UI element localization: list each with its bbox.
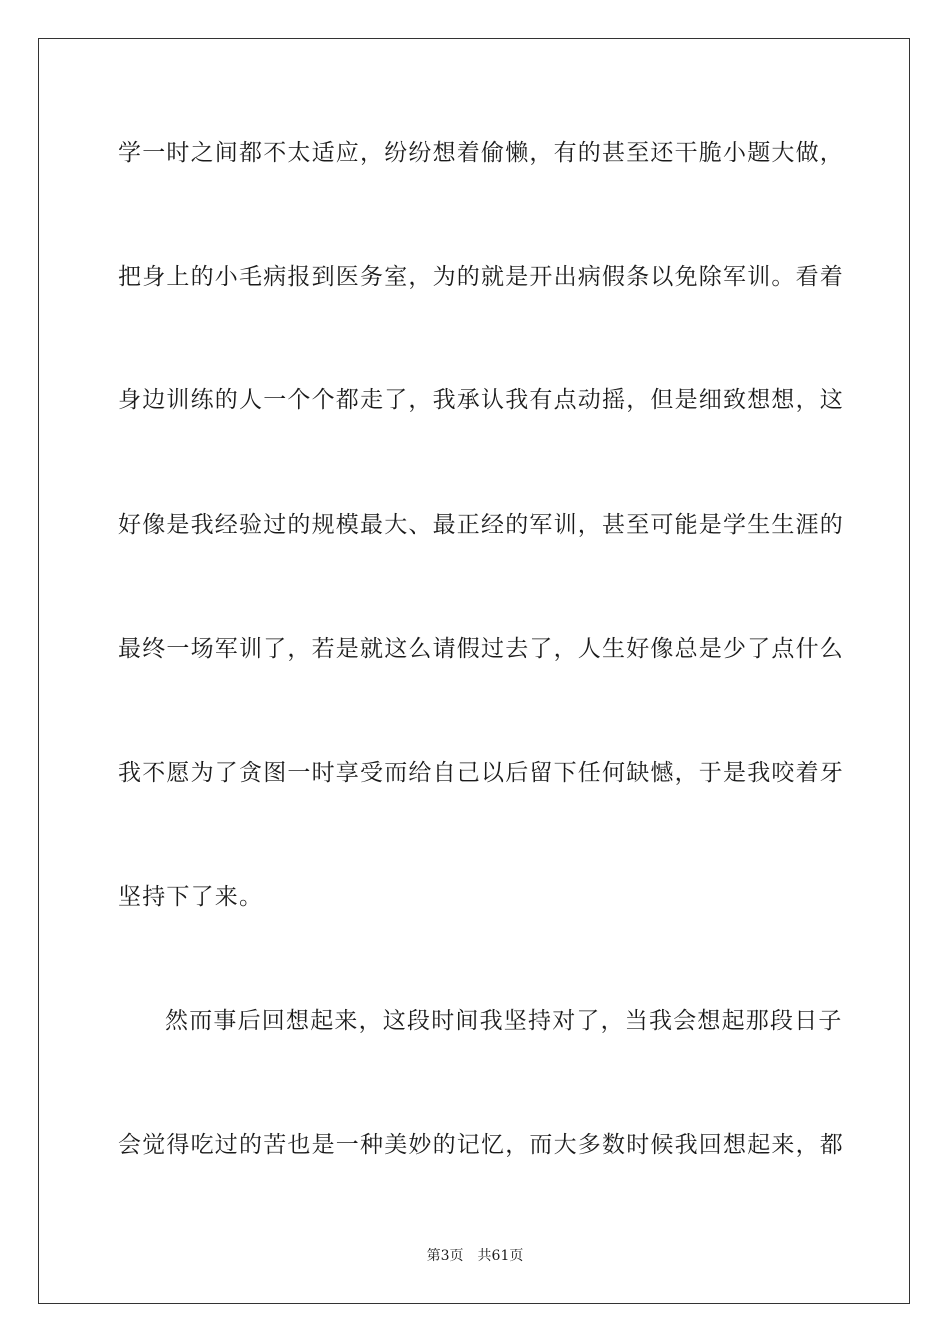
page-border: [38, 38, 910, 1304]
page-footer: [0, 1246, 950, 1266]
page-total: 共61页: [477, 1248, 524, 1264]
page-number: 第3页: [426, 1248, 464, 1264]
text-line: 我不愿为了贪图一时享受而给自己以后留下任何缺憾，于是我咬着牙: [118, 760, 844, 786]
text-line: 最终一场军训了，若是就这么请假过去了，人生好像总是少了点什么: [118, 636, 844, 662]
text-line: 把身上的小毛病报到医务室，为的就是开出病假条以免除军训。看着: [118, 264, 844, 290]
text-line: 学一时之间都不太适应，纷纷想着偷懒，有的甚至还干脆小题大做，: [118, 140, 844, 166]
text-line: 坚持下了来。: [118, 884, 264, 910]
text-line: 会觉得吃过的苦也是一种美妙的记忆，而大多数时候我回想起来，都: [118, 1132, 844, 1158]
text-line: 身边训练的人一个个都走了，我承认我有点动摇，但是细致想想，这: [118, 387, 844, 413]
text-line: 好像是我经验过的规模最大、最正经的军训，甚至可能是学生生涯的: [118, 512, 844, 538]
paragraph-first-line: 然而事后回想起来，这段时间我坚持对了，当我会想起那段日子: [165, 1008, 843, 1034]
